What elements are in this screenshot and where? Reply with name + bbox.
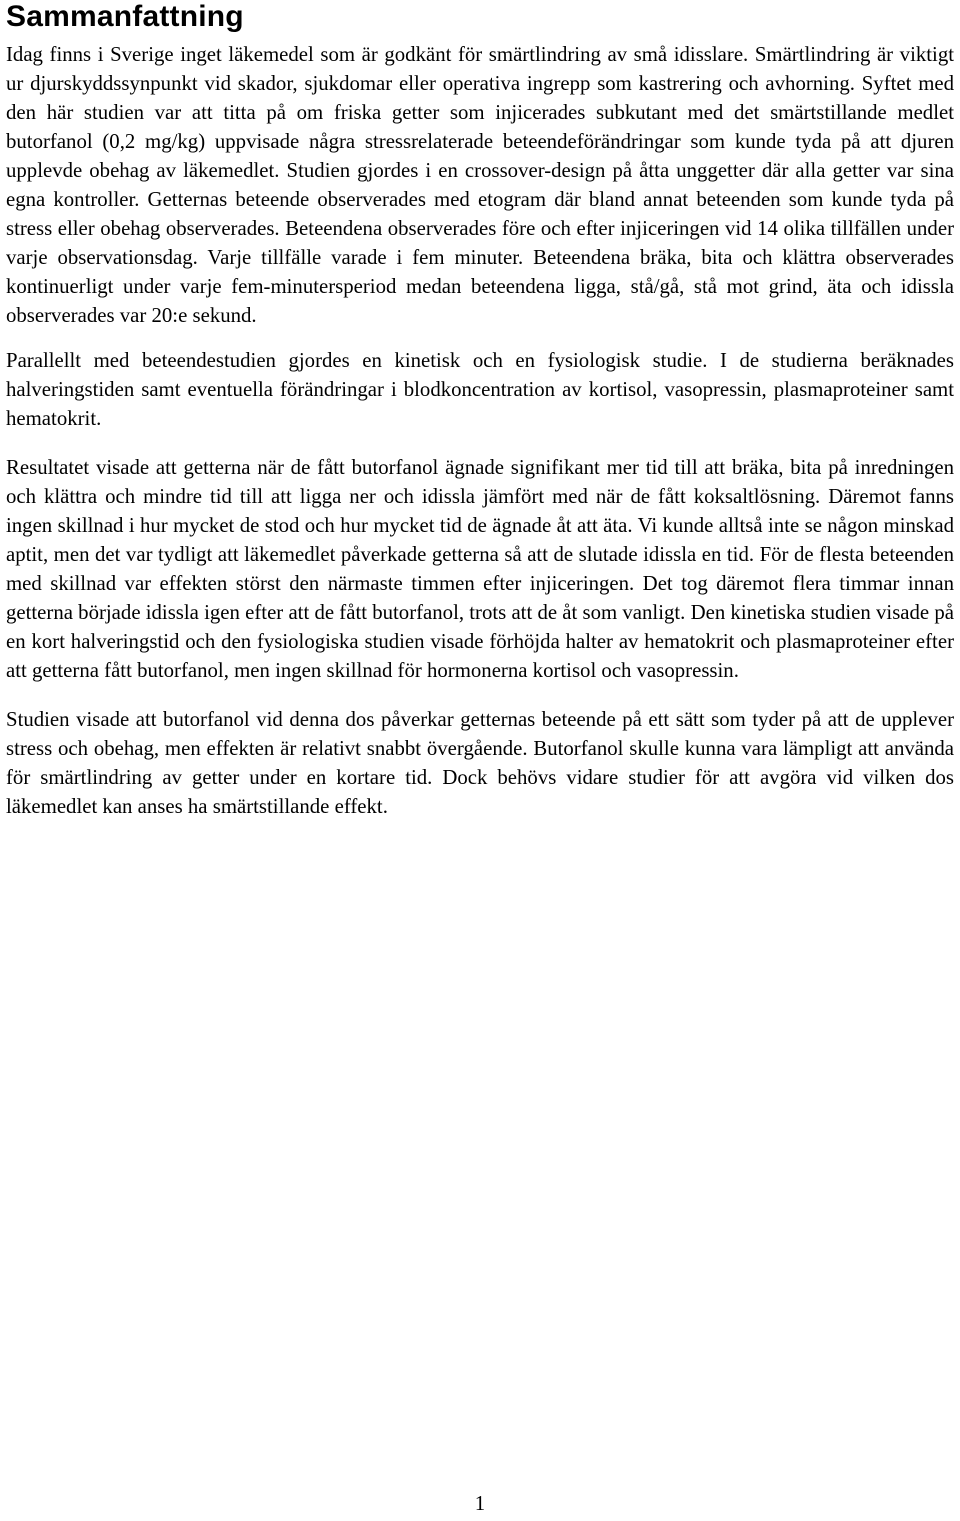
paragraph-conclusion: Studien visade att butorfanol vid denna dos påverkar getternas beteende på ett sätt som tyder på att de upplever stress och obehag, men effekten är relativt snabbt övergående. Butorfanol skulle kunna vara lämpligt att använda för smärtlindring av getter under en kortare tid. Dock behövs vidare studier för att avgöra vid vilken dos läkemedlet kan anses ha smärtstillande effekt.: [6, 708, 954, 818]
paragraph-intro: Idag finns i Sverige inget läkemedel som är godkänt för smärtlindring av små idisslare. Smärtlindring är viktigt ur djurskyddssynpunkt vid skador, sjukdomar eller operativa ingrepp som kastrering och avhorning. Syftet med den här studien var att titta på om friska getter som injicerades subkutant med det smärtstillande medlet butorfanol (0,2 mg/kg) uppvisade några stressrelaterade beteendeförändringar som kunde tyda på att djuren upplevde obehag av läkemedlet. Studien gjordes i en crossover-design på åtta unggetter där alla getter var sina egna kontroller. Getternas beteende observerades med etogram där bland annat beteenden som kunde tyda på stress eller obehag observerades. Beteendena observerades före och efter injiceringen vid 14 olika tillfällen under varje observationsdag. Varje tillfälle varade i fem minuter. Beteendena bräka, bita och klättra observerades kontinuerligt under varje fem-minutersperiod medan beteendena ligga, stå/gå, stå mot grind, äta och idissla observerades var 20:e sekund.: [6, 43, 954, 327]
paragraph-parallel-studies: Parallellt med beteendestudien gjordes en kinetisk och en fysiologisk studie. I de studierna beräknades halveringstiden samt eventuella förändringar i blodkoncentration av kortisol, vasopressin, plasmaproteiner samt hematokrit.: [6, 349, 954, 430]
document-page: [6, 0, 954, 821]
paragraph-results: Resultatet visade att getterna när de fått butorfanol ägnade signifikant mer tid till att bräka, bita på inredningen och klättra och mindre tid till att ligga ner och idissla jämfört med när de fått koksaltlösning. Däremot fanns ingen skillnad i hur mycket de stod och hur mycket tid de ägnade åt att äta. Vi kunde alltså inte se någon minskad aptit, men det var tydligt att läkemedlet påverkade getterna så att de slutade idissla en tid. För de flesta beteenden med skillnad var effekten störst den närmaste timmen efter injiceringen. Det tog däremot flera timmar innan getterna började idissla igen efter att de fått butorfanol, trots att de åt som vanligt. Den kinetiska studien visade på en kort halveringstid och den fysiologiska studien visade förhöjda halter av hematokrit och plasmaproteiner efter att getterna fått butorfanol, men ingen skillnad för hormonerna kortisol och vasopressin.: [6, 456, 954, 682]
section-heading: Sammanfattning: [6, 0, 244, 33]
page-number: 1: [474, 1492, 486, 1515]
